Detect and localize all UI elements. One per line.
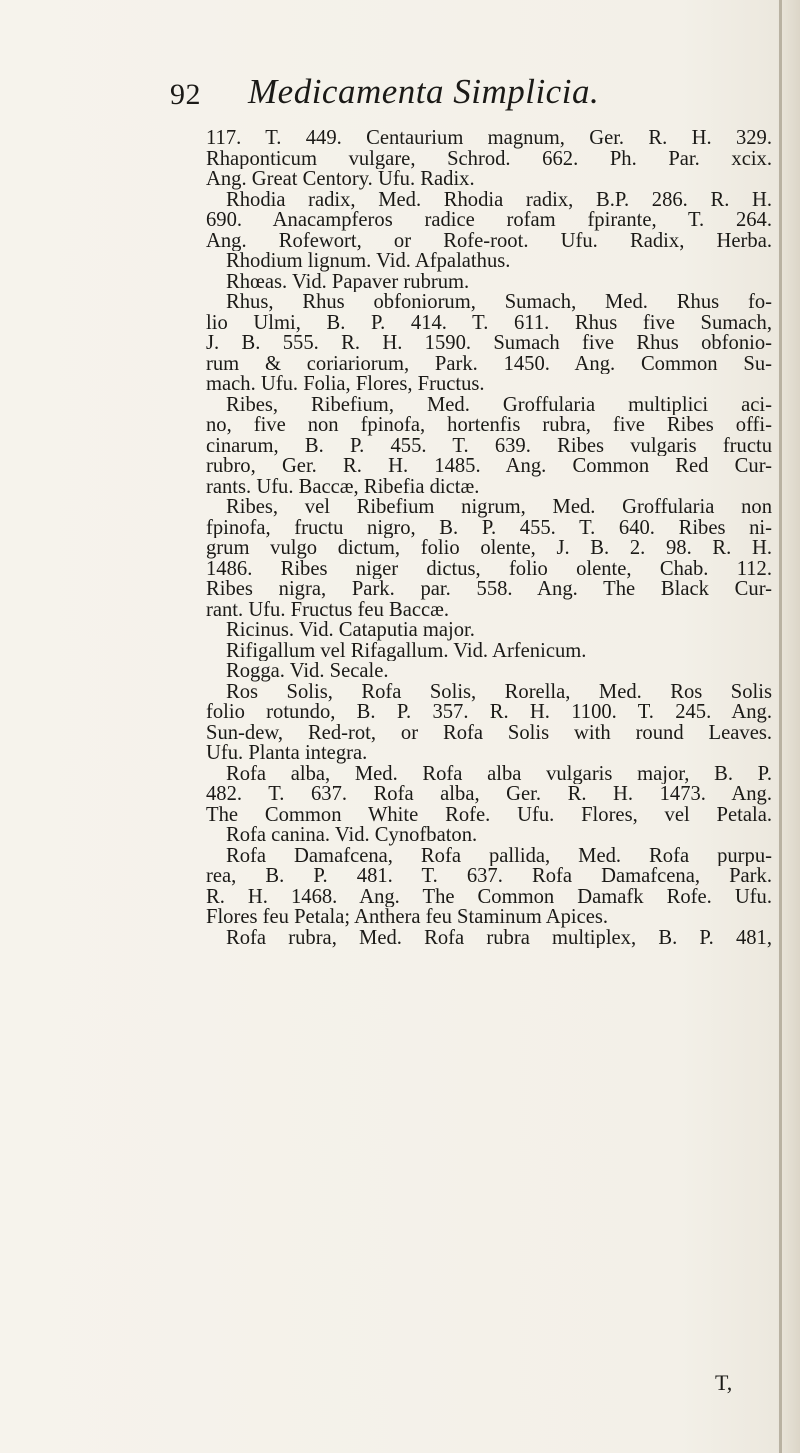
text-line: Rofa alba, Med. Rofa alba vulgaris major, B. P. bbox=[226, 763, 772, 784]
text-line: 117. T. 449. Centaurium magnum, Ger. R. H. 329. bbox=[206, 128, 772, 149]
catchword: T, bbox=[715, 1370, 733, 1395]
text-line: Rogga. Vid. Secale. bbox=[226, 661, 389, 682]
text-line: Rhodia radix, Med. Rhodia radix, B.P. 286. R. H. bbox=[226, 189, 772, 210]
text-line: Ufu. Planta integra. bbox=[206, 743, 368, 764]
text-line: Rhaponticum vulgare, Schrod. 662. Ph. Par. xcix. bbox=[206, 148, 772, 169]
text-line: Ricinus. Vid. Cataputia major. bbox=[226, 620, 475, 641]
text-line: Ribes, vel Ribefium nigrum, Med. Groffularia non bbox=[226, 497, 772, 518]
text-line: Rofa canina. Vid. Cynofbaton. bbox=[226, 825, 478, 846]
text-line: folio rotundo, B. P. 357. R. H. 1100. T. 245. Ang. bbox=[206, 702, 772, 723]
text-line: R. H. 1468. Ang. The Common Damafk Rofe. Ufu. bbox=[206, 886, 772, 907]
text-line: Rhodium lignum. Vid. Afpalathus. bbox=[226, 251, 511, 272]
text-line: Ribes, Ribefium, Med. Groffularia multiplici aci- bbox=[226, 394, 772, 415]
text-line: rant. Ufu. Fructus feu Baccæ. bbox=[206, 599, 450, 620]
text-line: Ang. Great Centory. Ufu. Radix. bbox=[206, 169, 475, 190]
gutter-shadow bbox=[779, 0, 782, 1453]
text-line: mach. Ufu. Folia, Flores, Fructus. bbox=[206, 374, 485, 395]
text-line: 482. T. 637. Rofa alba, Ger. R. H. 1473. Ang. bbox=[206, 784, 772, 805]
text-line: 690. Anacampferos radice rofam fpirante, T. 264. bbox=[206, 210, 772, 231]
page-number: 92 bbox=[170, 78, 201, 111]
text-line: rea, B. P. 481. T. 637. Rofa Damafcena, Park. bbox=[206, 866, 772, 887]
text-line: The Common White Rofe. Ufu. Flores, vel Petala. bbox=[206, 804, 772, 825]
text-line: lio Ulmi, B. P. 414. T. 611. Rhus five Sumach, bbox=[206, 312, 772, 333]
running-head bbox=[170, 70, 730, 122]
text-line: Flores feu Petala; Anthera feu Staminum Apices. bbox=[206, 907, 609, 928]
text-line: cinarum, B. P. 455. T. 639. Ribes vulgaris fructu bbox=[206, 435, 772, 456]
text-line: J. B. 555. R. H. 1590. Sumach five Rhus obfonio- bbox=[206, 333, 772, 354]
text-line: Ros Solis, Rofa Solis, Rorella, Med. Ros Solis bbox=[226, 681, 772, 702]
text-line: Sun-dew, Red-rot, or Rofa Solis with round Leaves. bbox=[206, 722, 772, 743]
text-line: rum & coriariorum, Park. 1450. Ang. Common Su- bbox=[206, 353, 772, 374]
text-line: no, five non fpinofa, hortenfis rubra, five Ribes offi- bbox=[206, 415, 772, 436]
text-line: fpinofa, fructu nigro, B. P. 455. T. 640. Ribes ni- bbox=[206, 517, 772, 538]
body-text bbox=[206, 128, 772, 948]
text-line: rants. Ufu. Baccæ, Ribefia dictæ. bbox=[206, 476, 480, 497]
page-title: Medicamenta Simplicia. bbox=[248, 72, 600, 111]
text-line: Ang. Rofewort, or Rofe-root. Ufu. Radix, Herba. bbox=[206, 230, 772, 251]
text-line: Ribes nigra, Park. par. 558. Ang. The Black Cur- bbox=[206, 579, 772, 600]
text-line: 1486. Ribes niger dictus, folio olente, Chab. 112. bbox=[206, 558, 772, 579]
text-line: Rofa Damafcena, Rofa pallida, Med. Rofa purpu- bbox=[226, 845, 772, 866]
text-line: grum vulgo dictum, folio olente, J. B. 2. 98. R. H. bbox=[206, 538, 772, 559]
text-line: Rhœas. Vid. Papaver rubrum. bbox=[226, 271, 470, 292]
text-line: Rofa rubra, Med. Rofa rubra multiplex, B. P. 481, bbox=[226, 927, 772, 948]
text-line: Rifigallum vel Rifagallum. Vid. Arfenicum. bbox=[226, 640, 587, 661]
text-line: Rhus, Rhus obfoniorum, Sumach, Med. Rhus fo- bbox=[226, 292, 772, 313]
text-line: rubro, Ger. R. H. 1485. Ang. Common Red Cur- bbox=[206, 456, 772, 477]
